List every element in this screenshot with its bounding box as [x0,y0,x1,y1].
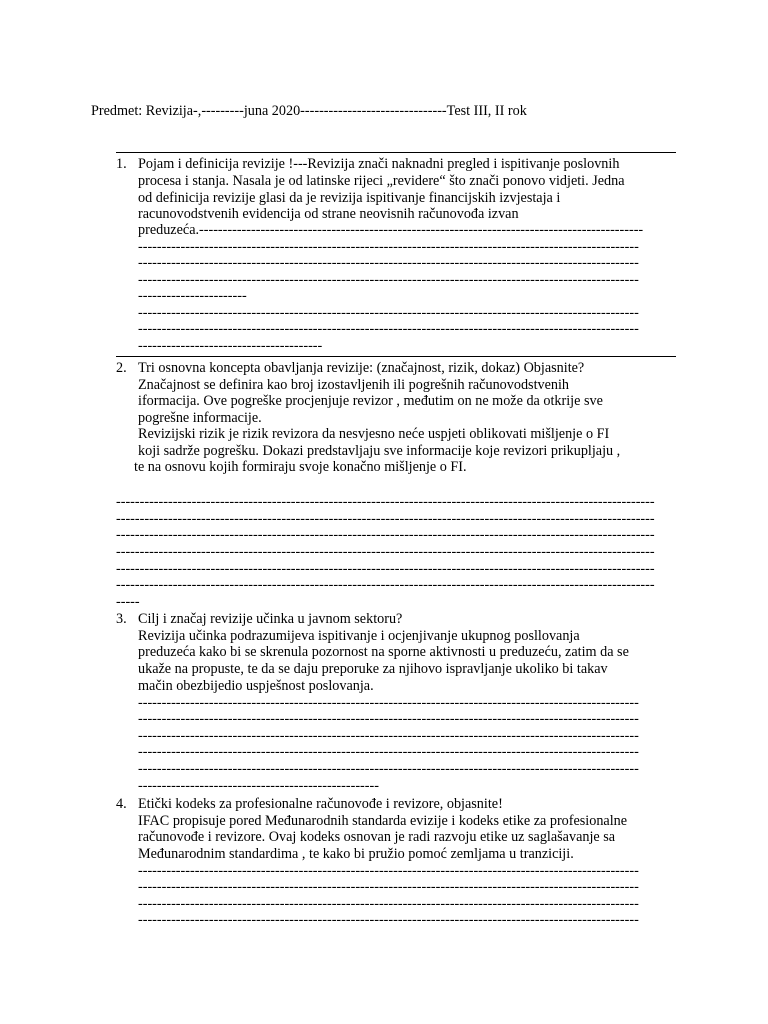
question-2-line: Revizijski rizik je rizik revizora da nesvjesno neće uspjeti oblikovati mišljenje o FI [138,426,610,442]
question-4-line: IFAC propisuje pored Međunarodnih standarda evizije i kodeks etike za profesionalne [138,813,628,829]
question-2-dash-line: ------------------------------------------------------------------------------------------------------------------ [116,544,655,560]
question-2-line: Značajnost se definira kao broj izostavljenih ili pogrešnih računovodstvenih [138,377,570,393]
question-1-dash-line: ---------------------------------------------------------------------------------------------------------- [138,321,639,337]
question-2-dash-line: ------------------------------------------------------------------------------------------------------------------ [116,511,655,527]
question-1-line: racunovodstvenih evidencija od strane neovisnih računovođa izvan [138,206,519,222]
question-3-dash-line: ---------------------------------------------------------------------------------------------------------- [138,695,639,711]
question-2-dash-line: ------------------------------------------------------------------------------------------------------------------ [116,527,655,543]
question-2-line: pogrešne informacije. [138,410,262,426]
question-2-dash-line: ----- [116,594,140,610]
question-1-dash-line: ---------------------------------------------------------------------------------------------------------- [138,272,639,288]
question-3-number: 3. [116,611,127,627]
question-4-dash-line: ---------------------------------------------------------------------------------------------------------- [138,912,639,928]
question-3-line: preduzeća kako bi se skrenula pozornost na sporne aktivnosti u preduzeću, zatim da se [138,644,629,660]
question-4-line: računovođe i revizore. Ovaj kodeks osnovan je radi razvoju etike uz saglašavanje sa [138,829,616,845]
question-2-line: iformacija. Ove pogreške procjenjuje revizor , međutim on ne može da otkrije sve [138,393,603,409]
question-3-dash-line: ---------------------------------------------------------------------------------------------------------- [138,761,639,777]
question-1-line: od definicija revizije glasi da je revizija ispitivanje financijskih izvjestaja i [138,190,561,206]
question-1-dash-line: --------------------------------------- [138,338,323,354]
question-1-dash-line: ---------------------------------------------------------------------------------------------------------- [138,255,639,271]
question-1-dash-line: ---------------------------------------------------------------------------------------------------------- [138,239,639,255]
question-4-title: Etički kodeks za profesionalne računovođe i revizore, objasnite! [138,796,503,812]
question-4-line: Međunarodnim standardima , te kako bi pružio pomoć zemljama u tranziciji. [138,846,574,862]
question-3-title: Cilj i značaj revizije učinka u javnom sektoru? [138,611,403,627]
question-3-dash-line: ---------------------------------------------------------------------------------------------------------- [138,728,639,744]
question-3-dash-line: ---------------------------------------------------------------------------------------------------------- [138,711,639,727]
question-2-line: koji sadrže pogrešku. Dokazi predstavljaju sve informacije koje revizori prikupljaju , [138,443,621,459]
question-1-rule [116,356,676,357]
question-4-dash-line: ---------------------------------------------------------------------------------------------------------- [138,896,639,912]
header-rule [116,152,676,153]
question-1-title: Pojam i definicija revizije !---Revizija znači naknadni pregled i ispitivanje poslovnih [138,156,620,172]
question-3-line: mačin obezbijedio uspješnost poslovanja. [138,678,374,694]
question-3-dash-line: ---------------------------------------------------------------------------------------------------------- [138,744,639,760]
question-2-number: 2. [116,360,127,376]
question-1-line: preduzeća.---------------------------------------------------------------------------------------------- [138,222,644,238]
question-2-dash-line: ------------------------------------------------------------------------------------------------------------------ [116,561,655,577]
question-4-dash-line: ---------------------------------------------------------------------------------------------------------- [138,863,639,879]
question-1-dash-line: ---------------------------------------------------------------------------------------------------------- [138,305,639,321]
document-header: Predmet: Revizija-,---------juna 2020-------------------------------Test III, II rok [91,103,527,119]
question-4-dash-line: ---------------------------------------------------------------------------------------------------------- [138,879,639,895]
question-2-dash-line: ------------------------------------------------------------------------------------------------------------------ [116,494,655,510]
question-3-line: Revizija učinka podrazumijeva ispitivanje i ocjenjivanje ukupnog posllovanja [138,628,580,644]
question-4-number: 4. [116,796,127,812]
question-2-dash-line: ------------------------------------------------------------------------------------------------------------------ [116,577,655,593]
question-1-dash-line: ----------------------- [138,288,247,304]
question-2-title: Tri osnovna koncepta obavljanja revizije: (značajnost, rizik, dokaz) Objasnite? [138,360,585,376]
question-3-dash-line: --------------------------------------------------- [138,778,379,794]
question-1-number: 1. [116,156,127,172]
question-3-line: ukaže na propuste, te da se daju preporuke za njihovo ispravljanje ukoliko bi takav [138,661,608,677]
question-2-line: te na osnovu kojih formiraju svoje konačno mišljenje o FI. [134,459,467,475]
question-1-line: procesa i stanja. Nasala je od latinske rijeci „revidere“ što znači ponovo vidjeti. Jedna [138,173,625,189]
